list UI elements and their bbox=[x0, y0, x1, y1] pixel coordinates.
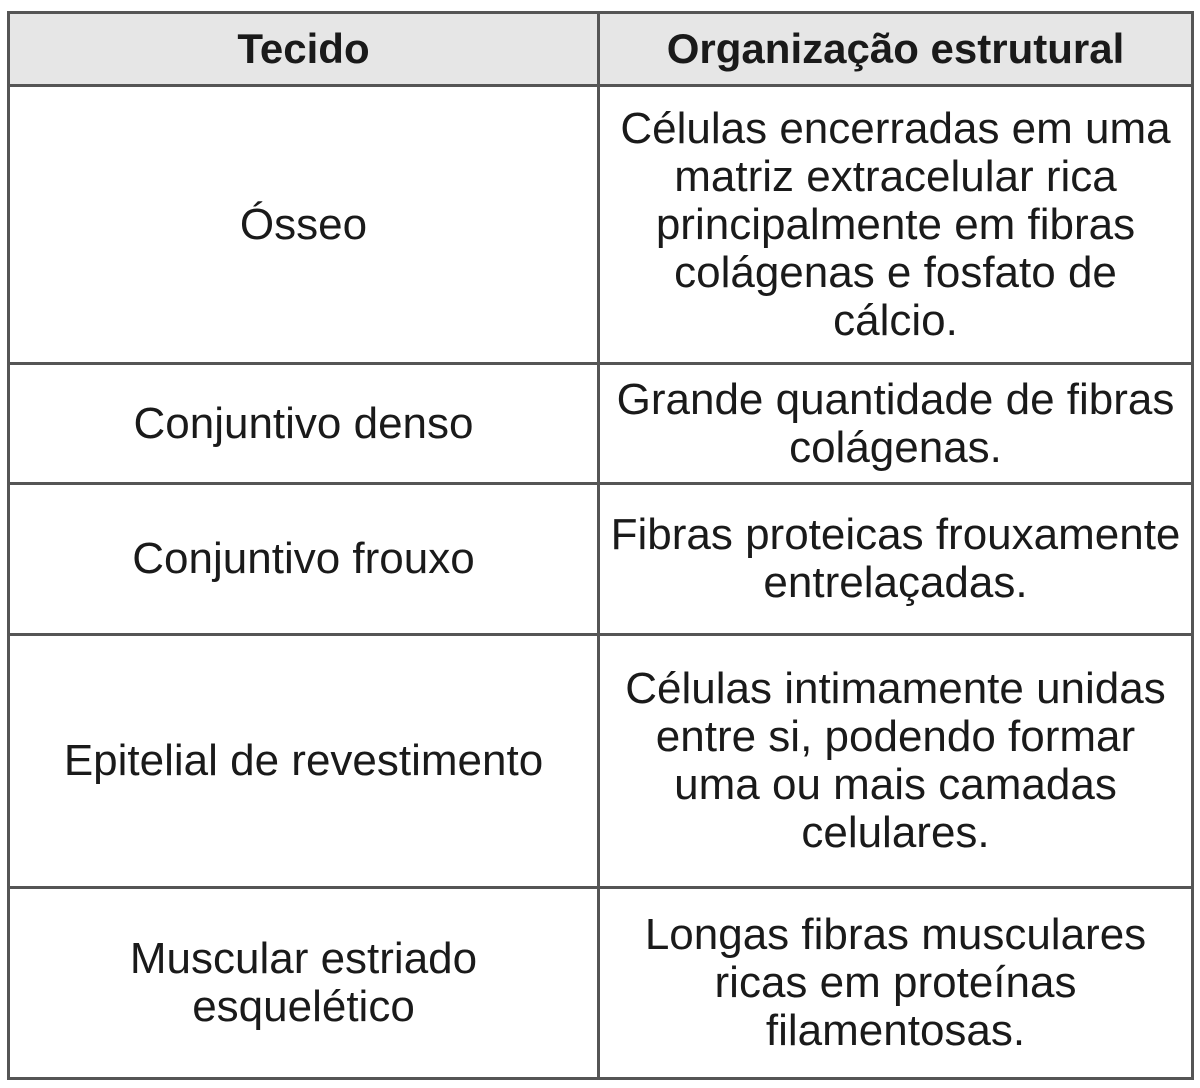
cell-tecido: Ósseo bbox=[9, 86, 599, 364]
table-header-row bbox=[9, 13, 1193, 86]
cell-organizacao: Grande quantidade de fibras colágenas. bbox=[599, 364, 1193, 484]
table-row bbox=[9, 86, 1193, 364]
header-tecido: Tecido bbox=[9, 13, 599, 86]
tissue-table bbox=[7, 11, 1194, 1080]
cell-tecido: Epitelial de revestimento bbox=[9, 635, 599, 888]
cell-tecido: Muscular estriado esquelético bbox=[9, 888, 599, 1079]
cell-organizacao: Fibras proteicas frouxamente entrelaçadas. bbox=[599, 484, 1193, 635]
tissue-table-container bbox=[7, 11, 1191, 1077]
cell-organizacao: Longas fibras musculares ricas em proteínas filamentosas. bbox=[599, 888, 1193, 1079]
table-row bbox=[9, 635, 1193, 888]
cell-tecido: Conjuntivo denso bbox=[9, 364, 599, 484]
header-organizacao-estrutural: Organização estrutural bbox=[599, 13, 1193, 86]
table-row bbox=[9, 888, 1193, 1079]
cell-organizacao: Células encerradas em uma matriz extracelular rica principalmente em fibras colágenas e fosfato de cálcio. bbox=[599, 86, 1193, 364]
table-row bbox=[9, 484, 1193, 635]
cell-tecido: Conjuntivo frouxo bbox=[9, 484, 599, 635]
cell-organizacao: Células intimamente unidas entre si, podendo formar uma ou mais camadas celulares. bbox=[599, 635, 1193, 888]
table-row bbox=[9, 364, 1193, 484]
